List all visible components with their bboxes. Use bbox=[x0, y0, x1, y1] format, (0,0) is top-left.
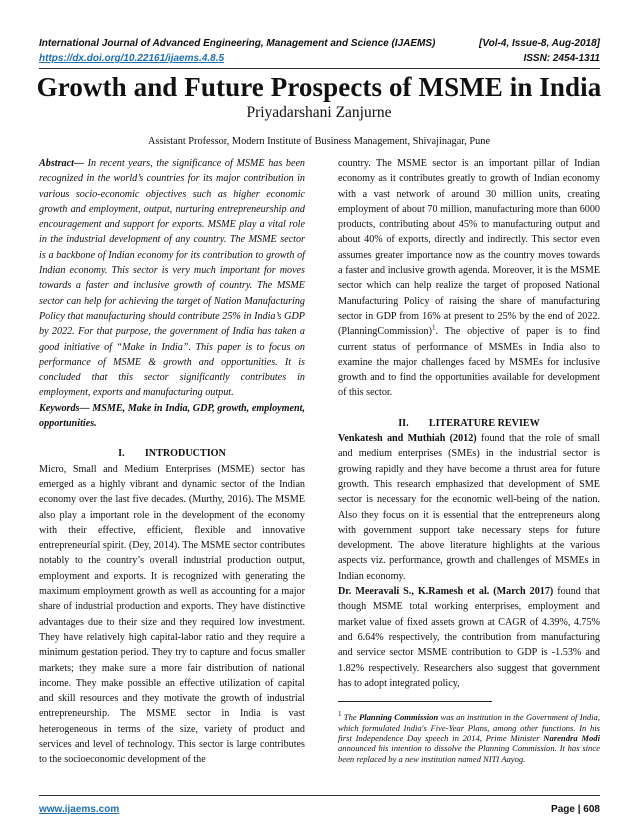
author-affiliation: Assistant Professor, Modern Institute of Business Management, Shivajinagar, Pune bbox=[147, 136, 491, 147]
abstract-label: Abstract— bbox=[39, 158, 85, 169]
keywords-text: MSME, Make in India, GDP, growth, employment, opportunities. bbox=[39, 402, 305, 430]
footer-rule bbox=[39, 795, 600, 796]
issn: ISSN: 2454-1311 bbox=[523, 53, 600, 64]
footnote-text-a: was an institution in the Government of India, which formulated India's Five-Year Plans, among other functions. In his first Independence Day speech in 2014, Prime Minister bbox=[338, 712, 601, 743]
lit-citation-1: Venkatesh and Muthiah (2012) bbox=[338, 433, 477, 445]
footnote-rule bbox=[338, 701, 492, 702]
page-footer bbox=[39, 804, 600, 815]
keywords bbox=[39, 401, 305, 432]
lit-paragraph-2 bbox=[338, 584, 600, 691]
keywords-label: Keywords— bbox=[39, 402, 90, 414]
intro-heading: I. INTRODUCTION bbox=[118, 448, 226, 460]
header-rule bbox=[39, 68, 600, 69]
abstract-text: In recent years, the significance of MSME has been recognized in the world’s countries for its major contribution in various socio-economic objectives such as higher economic growth and employment, output, nurturing entrepreneurship and encouragement and support for exports. MSME play a vital role in the industrial development of any country. The MSME sector is a backbone of Indian economy for its contribution to growth of Indian economy. This sector is very much important for moves towards a faster and inclusive growth of country. The MSME sector can help for achieving the target of Nation Manufacturing Policy that manufacturing should contribute 25% in India’s GDP by 2022. For that purpose, the government of India has taken a good initiative of “Make in India”. This paper is to focus on performance of MSME & growth and opportunities. It is concluded that this sector significantly contributes in employment, exports and manufacturing output. bbox=[39, 158, 305, 399]
paper-title: Growth and Future Prospects of MSME in India bbox=[36, 72, 602, 102]
doi-link[interactable]: https://dx.doi.org/10.22161/ijaems.4.8.5 bbox=[39, 53, 225, 64]
lit-heading: II. LITERATURE REVIEW bbox=[398, 417, 540, 429]
footnote bbox=[338, 712, 600, 764]
doi-header bbox=[39, 53, 600, 64]
journal-header bbox=[39, 38, 600, 49]
footnote-text-b: announced his intention to dissolve the Planning Commission. It has since been replaced by a new institution named NITI Aayog. bbox=[338, 743, 600, 764]
page-number: Page | 608 bbox=[551, 804, 600, 815]
left-column bbox=[39, 156, 305, 768]
right-column bbox=[338, 156, 600, 764]
intro-continued-b: . The objective of paper is to find current status of performance of MSMEs in India also to examine the major challenges faced by MSMEs for inclusive growth and to find the opportunities available for development of this sector. bbox=[338, 326, 600, 399]
intro-paragraph: Micro, Small and Medium Enterprises (MSME) sector has emerged as a highly vibrant and dynamic sector of the Indian economy over the last five decades. (Murthy, 2016). The MSME also play a important role in the development of the economy with their effective, efficient, flexible and innovative entrepreneurial spirit. (Dey, 2014). The MSME sector contributes notably to the country’s overall industrial production output, employment and exports. It is recognized with generating the maximum employment growth as well as accounting for a major share of industrial production and exports. They have distinctive advantages due to their size and they required low investment. They have relatively high capital-labor ratio and they require a minimum gestation period. They try to capture and focus smaller markets; they make sure a more fair distribution of national income. They make possible an effective utilization of capital and skill resources and they motivate the growth of industrial entrepreneurship. The MSME sector in India is vast heterogeneous in terms of the size, variety of product and services and level of technology. This sector is large contributes to the socioeconomic development of the bbox=[39, 463, 305, 766]
lit-paragraph-1 bbox=[338, 431, 600, 584]
intro-continued bbox=[338, 156, 600, 401]
footnote-lead: The bbox=[341, 712, 359, 723]
abstract bbox=[39, 156, 305, 401]
lit-citation-2: Dr. Meeravali S., K.Ramesh et al. (March 2017) bbox=[338, 586, 554, 598]
footnote-ref[interactable]: 1 bbox=[431, 323, 436, 332]
author-name: Priyadarshani Zanjurne bbox=[246, 104, 392, 121]
footnote-name: Narendra Modi bbox=[543, 732, 600, 743]
lit-text-2: found that though MSME total working enterprises, employment and market value of fixed assets grown at CAGR of 4.39%, 4.75% and 6.64% respectively, the contribution from manufacturing and service sector MSME contribution to GDP is -1.53% and 1.82% respectively. Researchers also suggest that government has to adopt integrated policy, bbox=[338, 586, 600, 689]
intro-continued-a: country. The MSME sector is an important pillar of Indian economy as it contributes greatly to growth of Indian economy with a vast network of around 30 million units, creating employment of about 70 million, manufacturing more than 6000 products, contributing about 45% to manufacturing output and about 40% of exports, directly and indirectly. This sector even assumes greater importance now as the country moves towards a faster and inclusive growth agenda. Moreover, it is the MSME sector which can help realize the target of proposed National Manufacturing Policy of raising the share of manufacturing sector in GDP from 16% at present to 25% by the end of 2022. (PlanningCommission) bbox=[338, 158, 600, 338]
footnote-number: 1 bbox=[338, 710, 342, 719]
volume-issue: [Vol-4, Issue-8, Aug-2018] bbox=[479, 38, 600, 49]
website-link[interactable]: www.ijaems.com bbox=[39, 804, 120, 815]
footnote-term: Planning Commission bbox=[358, 712, 439, 723]
lit-text-1: found that the role of small and medium enterprises (SMEs) in the industrial sector is growing rapidly and they have become a thrust area for future growth. This research emphasized that development of SME sector is necessary for the economic well-being of the nation. Also they focus on it is essential that the entrepreneurs along with government support take necessary steps for future development. The above literature highlights at the various aspects viz. performance, growth and challenges of MSMEs in Indian economy. bbox=[338, 433, 600, 582]
journal-name: International Journal of Advanced Engineering, Management and Science (IJAEMS) bbox=[39, 38, 436, 49]
